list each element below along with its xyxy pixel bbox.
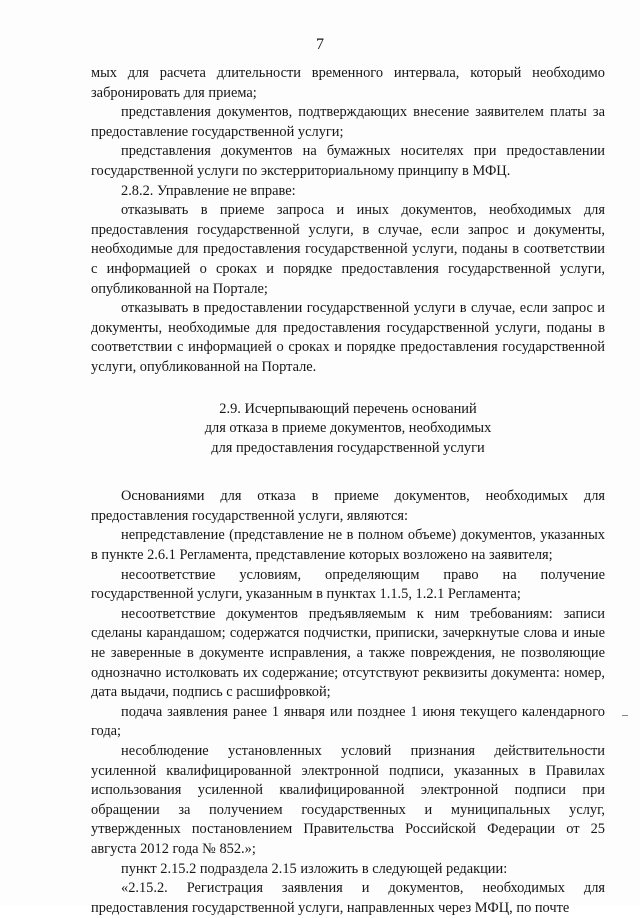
- heading-line: 2.9. Исчерпывающий перечень оснований: [219, 400, 477, 417]
- paragraph: представления документов, подтверждающих внесение заявителем платы за предоставление государственной услуги;: [91, 104, 605, 140]
- paragraph: непредставление (представление не в полном объеме) документов, указанных в пункте 2.6.1 Регламента, представление которых возложено на заявителя;: [91, 527, 605, 564]
- paragraph: несоответствие условиям, определяющим право на получение государственной услуги, указанным в пунктах 1.1.5, 1.2.1 Регламента;: [91, 566, 605, 603]
- paragraph: отказывать в предоставлении государственной услуги в случае, если запрос и документы, необходимые для предоставления государственной услуги, поданы в соответствии с информацией о сроках и порядке предоставления государственной услуги, опубликованной на Портале.: [91, 300, 605, 375]
- margin-mark: [622, 715, 628, 716]
- paragraph: несоблюдение установленных условий признания действительности усиленной квалифицированной электронной подписи, указанных в Правилах использования усиленной квалифицированной электронной подписи при обращении за получением государственных и муниципальных услуг, утвержденных постановлением Правительства Российской Федерации от 25 августа 2012 года № 852.»;: [91, 743, 605, 857]
- section-heading: [91, 400, 605, 459]
- paragraph: подача заявления ранее 1 января или позднее 1 июня текущего календарного года;: [91, 703, 605, 740]
- heading-line: для предоставления государственной услуги: [211, 439, 485, 456]
- page-number: 7: [316, 36, 324, 53]
- heading-line: для отказа в приеме документов, необходимых: [204, 420, 492, 437]
- paragraph: 2.8.2. Управление не вправе:: [121, 182, 296, 199]
- paragraph: мых для расчета длительности временного интервала, который необходимо забронировать для приема;: [91, 65, 605, 101]
- paragraph: «2.15.2. Регистрация заявления и документов, необходимых для предоставления государственной услуги, направленных через МФЦ, по почте: [91, 880, 605, 916]
- paragraph: пункт 2.15.2 подраздела 2.15 изложить в следующей редакции:: [121, 860, 508, 877]
- paragraph: отказывать в приеме запроса и иных документов, необходимых для предоставления государственной услуги, в случае, если запрос и документы, необходимые для предоставления государственной услуги, поданы в соответствии с информацией о сроках и порядке предоставления государственной услуги, опубликованной на Портале;: [91, 202, 605, 297]
- paragraph: представления документов на бумажных носителях при предоставлении государственной услуги по экстерриториальному принципу в МФЦ.: [91, 143, 605, 179]
- paragraph: Основаниями для отказа в приеме документов, необходимых для предоставления государственной услуги, являются:: [91, 488, 605, 524]
- paragraph: несоответствие документов предъявляемым к ним требованиям: записи сделаны карандашом; содержатся подчистки, приписки, зачеркнутые слова и иные не заверенные в документе исправления, а также повреждения, не позволяющие однозначно истолковать их содержание; отсутствуют реквизиты документа: номер, дата выдачи, подпись с расшифровкой;: [91, 605, 605, 701]
- document-body: [91, 64, 605, 918]
